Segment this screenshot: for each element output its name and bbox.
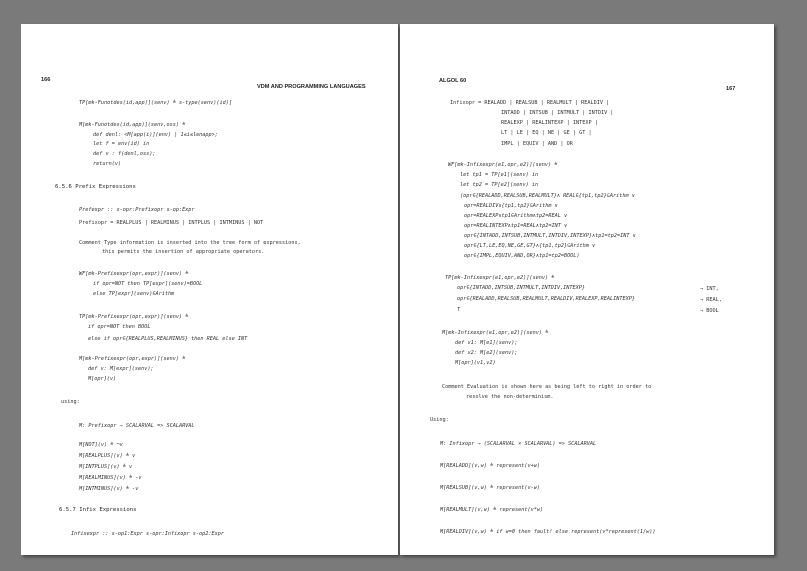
comment-line: this permits the insertion of appropriate operators. bbox=[102, 249, 265, 255]
code-line: Prefexpr :: s-opr:Prefixopr s-op:Expr bbox=[79, 207, 195, 213]
code-line: M: Prefixopr → SCALARVAL => SCALARVAL bbox=[79, 423, 195, 429]
comment-line: Comment Evaluation is shown here as being left to right in order to bbox=[442, 384, 652, 390]
code-line: let tp2 = TP[e2](senv) in bbox=[460, 182, 539, 188]
code-line: REALEXP | REALINTEXP | INTEXP | bbox=[501, 120, 598, 126]
code-line: WF[mk-Prefixexpr(opr,expr)](senv) ≜ bbox=[79, 271, 189, 277]
section-heading: 6.5.7 Infix Expressions bbox=[59, 507, 137, 513]
code-line: INTADD | INTSUB | INTMULT | INTDIV | bbox=[501, 110, 614, 116]
code-line: def v1: M[e1](senv); bbox=[455, 340, 518, 346]
section-heading: 6.5.6 Prefix Expressions bbox=[55, 184, 136, 190]
code-line: T bbox=[457, 307, 461, 313]
code-line: return(v) bbox=[93, 161, 122, 167]
left-running-title: VDM AND PROGRAMMING LANGUAGES bbox=[257, 84, 366, 90]
code-line: opr=REALDIV∧{tp1,tp2}⊆Arithm ∨ bbox=[464, 203, 558, 209]
code-line: opr∈{REALADD,REALSUB,REALMULT,REALDIV,REALEXP,REALINTEXP} bbox=[457, 296, 636, 302]
code-line: else if opr∈{REALPLUS,REALMINUS} then REAL else INT bbox=[88, 336, 248, 342]
code-line: M[opr](v1,v2) bbox=[455, 360, 496, 366]
code-line: TP[mk-Funotdes(id,app)](senv) ≜ s-type(senv)(id)] bbox=[79, 100, 233, 106]
code-line: M[mk-Prefixexpr(opr,expr)](senv) ≜ bbox=[79, 356, 186, 362]
code-line: M: Infixopr → (SCALARVAL × SCALARVAL) => SCALARVAL bbox=[440, 441, 597, 447]
code-line: opr∈{LT,LE,EQ,NE,GE,GT}∧{tp1,tp2}⊆Arithm ∨ bbox=[464, 243, 596, 249]
code-line: M[mk-Funotdes(id,app)](senv,oss) ≜ bbox=[79, 122, 186, 128]
code-line: (opr∈{REALADD,REALSUB,REALMULT}∧ REAL∈{tp1,tp2}⊆Arithm ∨ bbox=[460, 193, 635, 199]
code-line: M[opr](v) bbox=[88, 376, 117, 382]
code-line: opr=REALEXP∧tp1∈Arithm∧tp2=REAL ∨ bbox=[464, 213, 568, 219]
code-line: M[REALADD](v,w) ≜ represent(v+w) bbox=[440, 463, 540, 469]
code-line: def v2: M[e2](senv); bbox=[455, 350, 518, 356]
code-line: M[REALPLUS](v) ≜ v bbox=[79, 453, 136, 459]
code-line: Prefixopr = REALPLUS | REALMINUS | INTPLUS | INTMINUS | NOT bbox=[79, 220, 264, 226]
code-line: TP[mk-Prefixexpr(opr,expr)](senv) ≜ bbox=[79, 314, 189, 320]
code-line: M[INTMINUS](v) ≜ -v bbox=[79, 486, 139, 492]
comment-line: resolve the non-determinism. bbox=[466, 394, 554, 400]
code-line: def v: M[expr](senv); bbox=[88, 366, 154, 372]
code-line: TP[mk-Infixexpr(e1,opr,e2)](senv) ≜ bbox=[445, 275, 555, 281]
code-line: Infixexpr :: s-op1:Expr s-opr:Infixopr s-op2:Expr bbox=[71, 531, 225, 537]
code-line: WF[mk-Infixexpr(e1,opr,e2)](senv) ≜ bbox=[448, 162, 558, 168]
code-line: M[REALMULT](v,w) ≜ represent(v*w) bbox=[440, 507, 544, 513]
code-line: M[INTPLUS](v) ≜ v bbox=[79, 464, 133, 470]
code-line: LT | LE | EQ | NE | GE | GT | bbox=[501, 130, 592, 136]
left-page-number: 166 bbox=[41, 77, 51, 83]
code-line: if opr=NOT then TP[expr](senv)=BOOL bbox=[93, 281, 203, 287]
result-type: → INT, bbox=[700, 286, 719, 292]
code-line: M[mk-Infixexpr(e1,opr,e2)](senv) ≜ bbox=[442, 330, 549, 336]
code-line: M[REALSUB](v,w) ≜ represent(v-w) bbox=[440, 485, 540, 491]
code-line: M[REALMINUS](v) ≜ -v bbox=[79, 475, 142, 481]
code-line: opr∈{INTADD,INTSUB,INTMULT,INTDIV,INTEXP} bbox=[457, 285, 586, 291]
code-line: if opr=NOT then BOOL bbox=[88, 324, 151, 330]
code-line: def v : f(denl,oss); bbox=[93, 151, 156, 157]
using-label: using: bbox=[61, 399, 80, 405]
code-line: def denl: <M[app(i)](env) | 1≤i≤lenapp>; bbox=[93, 132, 218, 138]
right-page-number: 167 bbox=[726, 86, 736, 92]
code-line: opr∈{INTADD,INTSUB,INTMULT,INTDIV,INTEXP}∧tp1=tp2=INT ∨ bbox=[464, 233, 636, 239]
left-page bbox=[21, 24, 398, 555]
code-line: opr∈{IMPL,EQUIV,AND,OR}∧tp1=tp2=BOOL) bbox=[464, 253, 580, 259]
code-line: Infixopr = REALADD | REALSUB | REALMULT | REALDIV | bbox=[450, 100, 610, 106]
code-line: else TP[expr](senv)∈Arithm bbox=[93, 291, 175, 297]
code-line: M[NOT](v) ≜ ¬v bbox=[79, 442, 123, 448]
right-running-title: ALGOL 60 bbox=[439, 78, 467, 84]
code-line: opr=REALINTEXP∧tp1=REAL∧tp2=INT ∨ bbox=[464, 223, 568, 229]
using-label: Using: bbox=[430, 417, 449, 423]
code-line: let f = env(id) in bbox=[93, 141, 150, 147]
comment-line: Comment Type information is inserted into the tree form of expressions, bbox=[79, 240, 301, 246]
code-line: let tp1 = TP[e1](senv) in bbox=[460, 172, 539, 178]
right-page bbox=[400, 24, 774, 555]
result-type: → BOOL bbox=[700, 308, 719, 314]
code-line: M[REALDIV](v,w) ≜ if w=0 then fault! else represent(v*represent(1/w)) bbox=[440, 529, 656, 535]
result-type: → REAL, bbox=[700, 297, 722, 303]
code-line: IMPL | EQUIV | AND | OR bbox=[501, 141, 573, 147]
